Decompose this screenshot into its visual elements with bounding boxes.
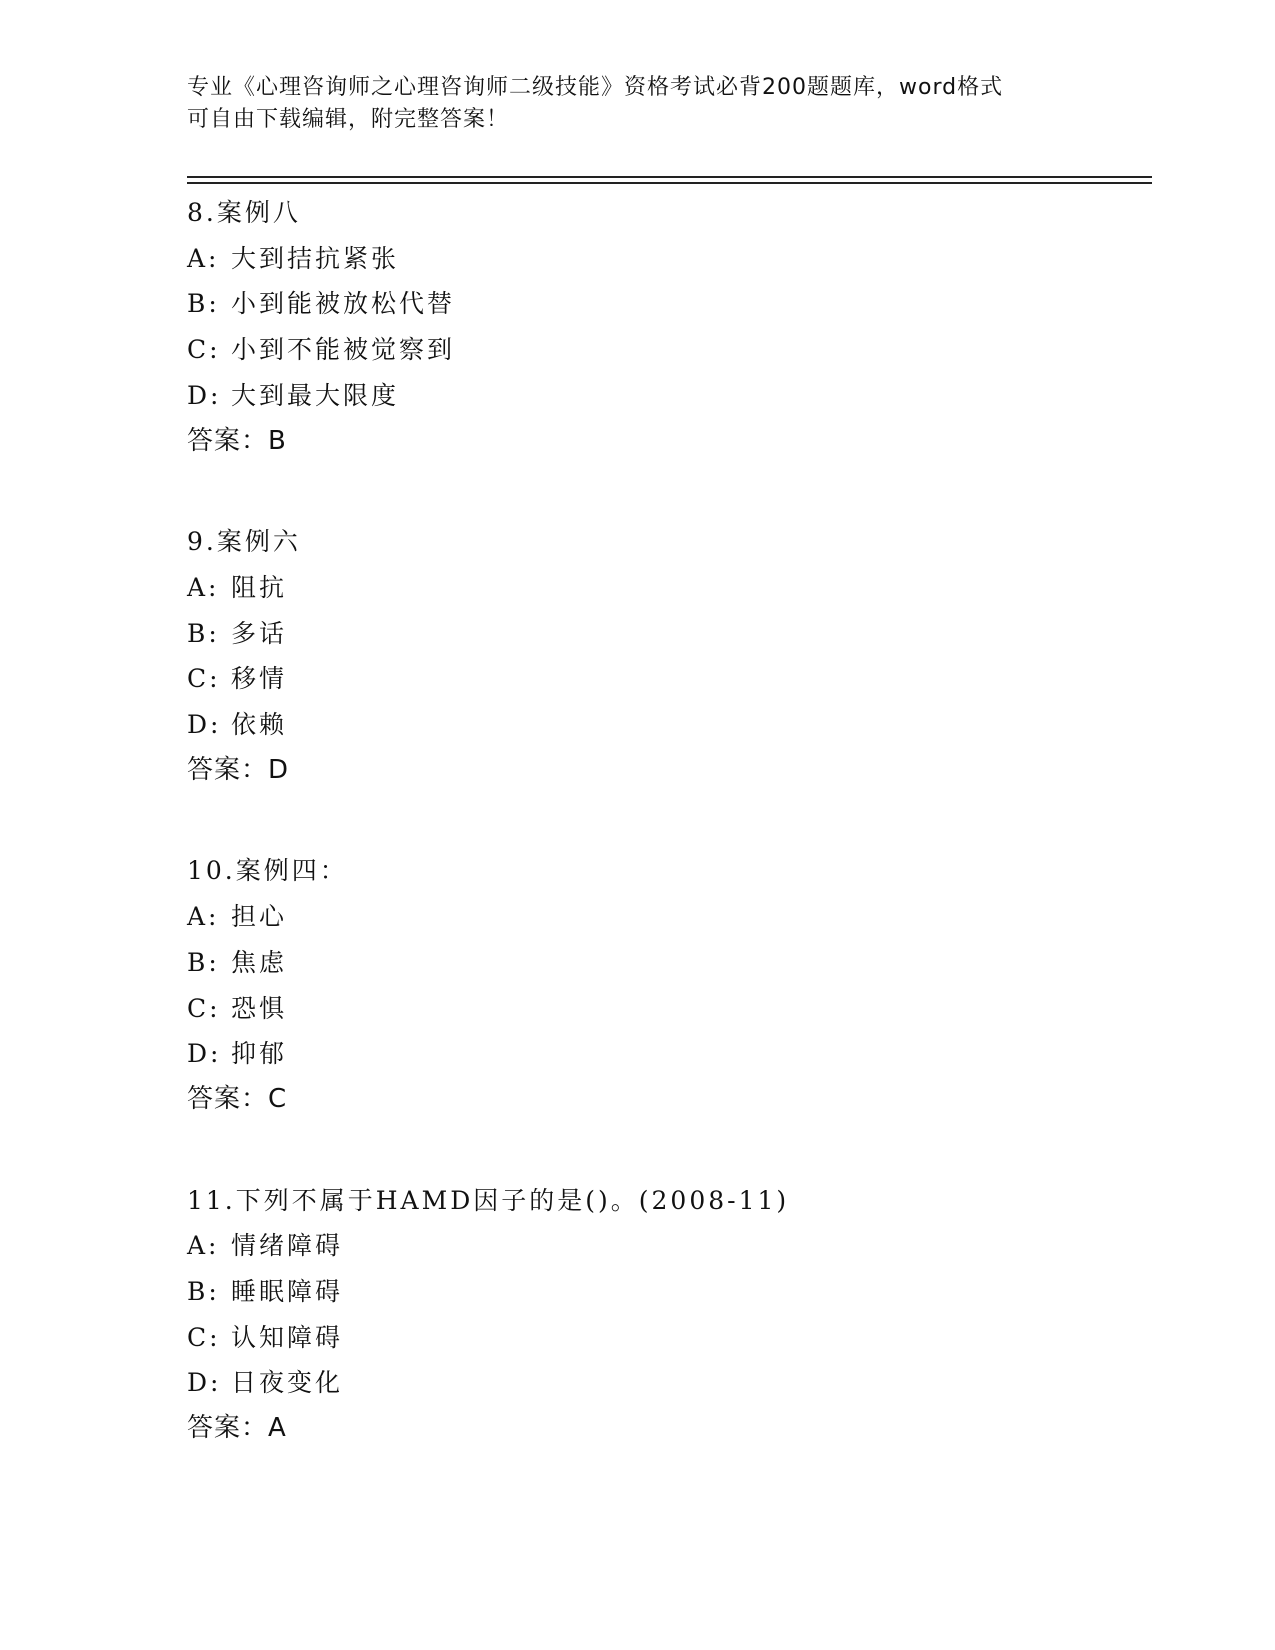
header-divider-top <box>187 176 1152 178</box>
option-text: 小到能被放松代替 <box>231 289 456 319</box>
document-header <box>187 72 1067 136</box>
option-letter: C: <box>187 335 221 365</box>
answer-line: 答案：A <box>187 1413 287 1444</box>
option-d <box>187 702 1087 748</box>
option-text: 担心 <box>231 902 288 932</box>
option-letter: B: <box>187 618 220 648</box>
option-text: 恐惧 <box>231 993 288 1023</box>
option-c <box>187 327 1087 373</box>
option-b <box>187 940 1087 986</box>
option-text: 多话 <box>231 618 288 648</box>
option-c <box>187 986 1087 1032</box>
option-text: 移情 <box>231 664 288 694</box>
option-text: 阻抗 <box>231 572 288 602</box>
option-letter: D: <box>187 1368 222 1398</box>
option-letter: B: <box>187 1277 220 1307</box>
question-stem: 11.下列不属于HAMD因子的是()。(2008-11) <box>187 1185 790 1215</box>
option-text: 大到最大限度 <box>231 380 400 410</box>
option-b <box>187 281 1087 327</box>
question-item <box>187 190 1087 464</box>
option-d <box>187 373 1087 419</box>
option-text: 睡眠障碍 <box>231 1277 344 1307</box>
question-stem: 8.案例八 <box>187 198 301 227</box>
option-text: 大到拮抗紧张 <box>231 243 400 273</box>
option-letter: A: <box>187 572 220 602</box>
option-c <box>187 1315 1087 1361</box>
option-text: 情绪障碍 <box>231 1231 344 1261</box>
question-list <box>187 190 1087 1507</box>
option-letter: A: <box>187 1231 220 1261</box>
option-text: 认知障碍 <box>231 1322 344 1352</box>
option-letter: D: <box>187 710 222 740</box>
question-item <box>187 519 1087 793</box>
option-letter: C: <box>187 1322 221 1352</box>
option-letter: D: <box>187 1039 222 1069</box>
option-text: 焦虑 <box>231 947 288 977</box>
question-stem: 9.案例六 <box>187 527 301 557</box>
option-b <box>187 611 1087 657</box>
option-letter: A: <box>187 243 220 273</box>
answer-line: 答案：B <box>187 425 287 456</box>
option-a <box>187 236 1087 282</box>
answer-line: 答案：C <box>187 1083 288 1114</box>
option-text: 抑郁 <box>231 1039 288 1069</box>
option-d <box>187 1031 1087 1077</box>
header-divider-bottom <box>187 182 1152 184</box>
option-letter: B: <box>187 289 220 319</box>
header-line-2: 可自由下载编辑，附完整答案！ <box>187 107 510 132</box>
option-text: 依赖 <box>231 710 288 740</box>
option-text: 日夜变化 <box>231 1368 344 1398</box>
option-letter: A: <box>187 902 220 932</box>
question-item <box>187 848 1087 1122</box>
option-letter: B: <box>187 947 220 977</box>
header-line-1: 专业《心理咨询师之心理咨询师二级技能》资格考试必背200题题库，word格式 <box>187 75 1004 100</box>
option-letter: C: <box>187 664 221 694</box>
answer-line: 答案：D <box>187 754 290 785</box>
option-c <box>187 656 1087 702</box>
option-a <box>187 565 1087 611</box>
option-a <box>187 894 1087 940</box>
option-d <box>187 1360 1087 1406</box>
option-letter: C: <box>187 993 221 1023</box>
option-b <box>187 1269 1087 1315</box>
option-letter: D: <box>187 380 222 410</box>
option-a <box>187 1223 1087 1269</box>
question-stem: 10.案例四： <box>187 856 348 886</box>
question-item <box>187 1178 1087 1452</box>
option-text: 小到不能被觉察到 <box>231 335 456 365</box>
